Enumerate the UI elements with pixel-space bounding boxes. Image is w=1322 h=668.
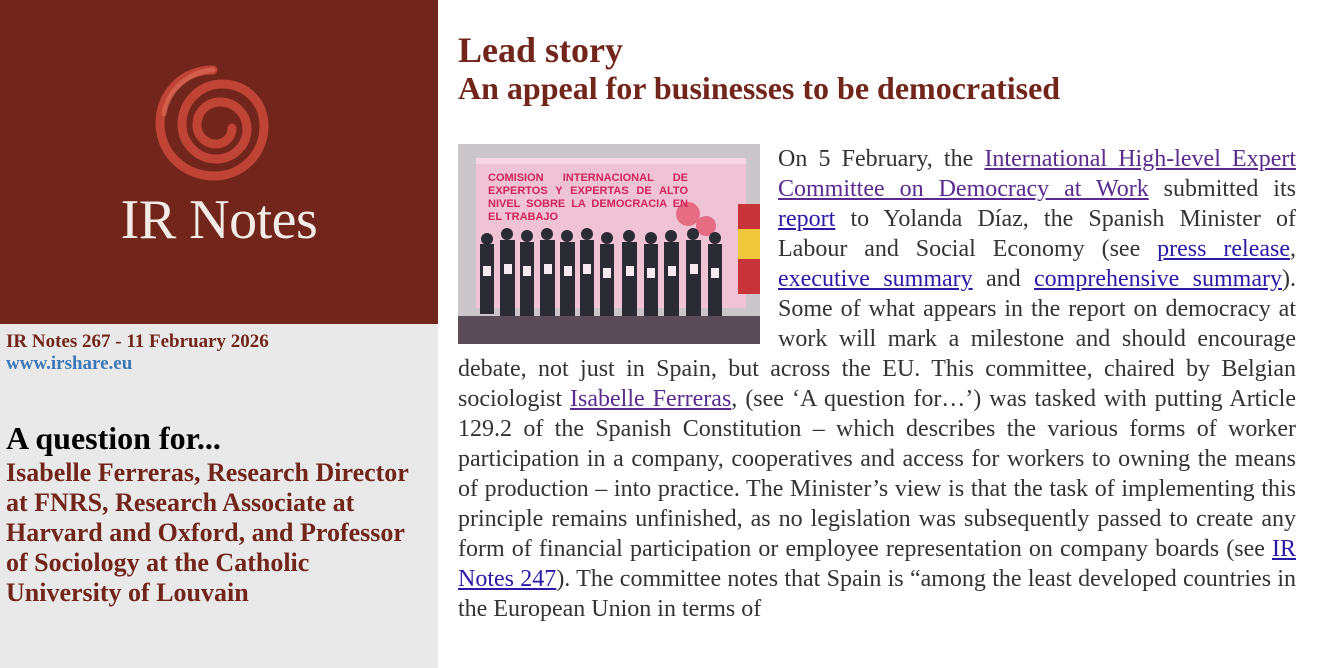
spiral-logo-icon [152,62,274,184]
logo-block [0,0,438,324]
question-heading: A question for... [6,420,221,456]
press-release-link[interactable]: press release [1157,236,1291,262]
article-text: , [1290,236,1297,262]
article-text: ). The committee notes that Spain is “among the least developed countries in the European Union in terms of [458,566,1297,622]
article-photo [458,144,760,344]
section-label: Lead story [458,30,623,70]
article-text: to Yolanda Díaz, the Spanish Minister of Labour and Social Economy (see [778,206,1296,262]
article-title: An appeal for businesses to be democratised [458,70,1061,106]
article-text: and [972,266,1035,292]
question-subject[interactable]: Isabelle Ferreras, Research Director at FNRS, Research Associate at Harvard and Oxford, and Professor of Sociology at the Catholic University of Louvain [6,458,409,607]
ferreras-link[interactable]: Isabelle Ferreras [570,386,732,412]
sidebar [0,0,438,668]
executive-summary-link[interactable]: executive summary [778,266,973,292]
article-text: , (see ‘A question for…’) was tasked with putting Article 129.2 of the Spanish Constitution – which describes the various forms of worker participation in a company, cooperatives and access for workers to owning the means of production – into practice. The Minister’s view is that the task of implementing this principle remains unfinished, as no legislation was subsequently passed to create any form of financial participation or employee representation on company boards (see [458,386,1296,562]
ir-notes-247-link[interactable]: IR Notes 247 [458,536,1296,592]
article-body [458,144,1296,624]
article-text: submitted its [1148,176,1296,202]
article-text: ). Some of what appears in the report on democracy at work will mark a milestone and should encourage debate, not just in Spain, but across the EU. This committee, chaired by Belgian sociologist [458,266,1296,412]
issue-number: IR Notes 267 - 11 February 2026 [6,331,269,352]
photo-illustration [458,144,760,344]
report-link[interactable]: report [778,206,836,232]
website-link[interactable]: www.irshare.eu [6,353,133,374]
committee-link[interactable]: International High-level Expert Committee on Democracy at Work [778,146,1297,202]
logo-text: IR Notes [120,189,318,251]
comprehensive-summary-link[interactable]: comprehensive summary [1034,266,1282,292]
article-text: On 5 February, the [778,146,985,172]
photo-banner-text: COMISIÓN INTERNACIONAL DE EXPERTOS Y EXPERTAS DE ALTO NIVEL SOBRE LA DEMOCRACIA EN EL TRABAJO [488,172,688,223]
